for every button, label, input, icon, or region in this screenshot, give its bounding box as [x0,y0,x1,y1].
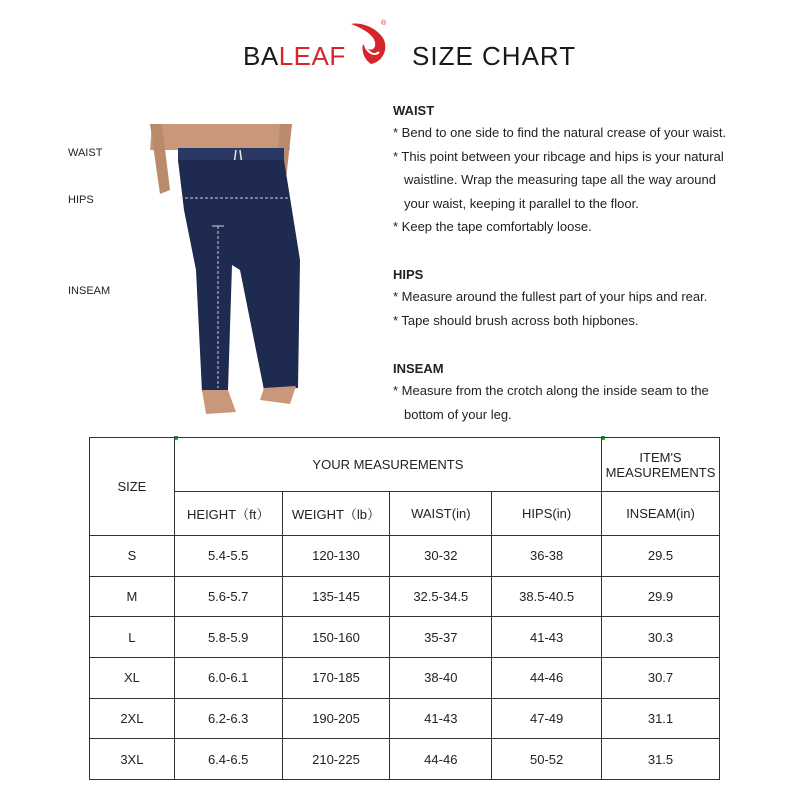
size-cell: 2XL [90,698,175,739]
col-hips-header: HIPS(in) [492,492,602,536]
waist-line-5: * Keep the tape comfortably loose. [393,219,592,234]
table-row [90,536,720,577]
table-subheader-row [90,492,720,536]
hips-cell: 36-38 [492,536,602,577]
waist-cell: 35-37 [390,617,492,658]
items-measurements-header [602,438,720,492]
pants-model-image [140,120,300,420]
table-row [90,576,720,617]
col-waist-header: WAIST(in) [390,492,492,536]
page-title: SIZE CHART [412,41,577,71]
leaf-logo-icon [345,16,393,68]
label-hips: HIPS [68,194,94,206]
weight-cell: 170-185 [282,657,390,698]
inseam-cell: 31.5 [602,739,720,780]
waist-cell: 41-43 [390,698,492,739]
size-header: SIZE [90,438,175,536]
height-cell: 5.4-5.5 [174,536,282,577]
hips-line-2: * Tape should brush across both hipbones. [393,312,639,328]
height-cell: 6.4-6.5 [174,739,282,780]
inseam-cell: 30.7 [602,657,720,698]
table-row [90,739,720,780]
height-cell: 5.6-5.7 [174,576,282,617]
inseam-instructions [393,359,773,426]
weight-cell: 135-145 [282,576,390,617]
waist-instructions [393,101,773,239]
hips-instructions [393,265,773,332]
hips-cell: 38.5-40.5 [492,576,602,617]
table-row [90,657,720,698]
size-cell: 3XL [90,739,175,780]
table-row [90,698,720,739]
header [0,14,800,74]
col-inseam-header: INSEAM(in) [602,492,720,536]
size-table [89,437,720,780]
weight-cell: 120-130 [282,536,390,577]
waist-cell: 30-32 [390,536,492,577]
hips-cell: 41-43 [492,617,602,658]
col-weight-header: WEIGHT（lb） [282,492,390,536]
brand-logo-text [243,41,346,72]
waist-heading: WAIST [393,103,435,118]
waist-line-4: your waist, keeping it parallel to the floor. [404,195,639,211]
registered-mark: ® [381,20,387,27]
size-cell: S [90,536,175,577]
waist-cell: 38-40 [390,657,492,698]
table-row [90,617,720,658]
inseam-cell: 31.1 [602,698,720,739]
your-measurements-header: YOUR MEASUREMENTS [174,438,601,492]
waist-line-2: * This point between your ribcage and hips is your natural [393,148,724,164]
hips-heading: HIPS [393,267,424,282]
waist-line-1: * Bend to one side to find the natural crease of your waist. [393,125,727,140]
size-cell: XL [90,657,175,698]
height-cell: 6.2-6.3 [174,698,282,739]
size-cell: M [90,576,175,617]
col-height-header: HEIGHT（ft） [174,492,282,536]
brand-name-red: LEAF [278,41,346,71]
size-cell: L [90,617,175,658]
label-waist: WAIST [68,147,103,159]
hips-cell: 50-52 [492,739,602,780]
inseam-cell: 29.5 [602,536,720,577]
hips-cell: 44-46 [492,657,602,698]
inseam-cell: 29.9 [602,576,720,617]
inseam-cell: 30.3 [602,617,720,658]
label-inseam: INSEAM [68,285,111,297]
items-measurements-line1: ITEM'S [639,449,682,465]
hips-cell: 47-49 [492,698,602,739]
weight-cell: 150-160 [282,617,390,658]
height-cell: 5.8-5.9 [174,617,282,658]
height-cell: 6.0-6.1 [174,657,282,698]
items-measurements-line2: MEASUREMENTS [605,464,716,480]
inseam-heading: INSEAM [393,361,444,376]
weight-cell: 190-205 [282,698,390,739]
table-header-row [90,438,720,492]
weight-cell: 210-225 [282,739,390,780]
inseam-line-2: bottom of your leg. [404,406,512,422]
hips-line-1: * Measure around the fullest part of your hips and rear. [393,289,708,304]
inseam-line-1: * Measure from the crotch along the inside seam to the [393,383,709,398]
brand-name-dark: BA [243,41,279,71]
waist-line-3: waistline. Wrap the measuring tape all the way around [404,172,716,187]
waist-cell: 32.5-34.5 [390,576,492,617]
waist-cell: 44-46 [390,739,492,780]
